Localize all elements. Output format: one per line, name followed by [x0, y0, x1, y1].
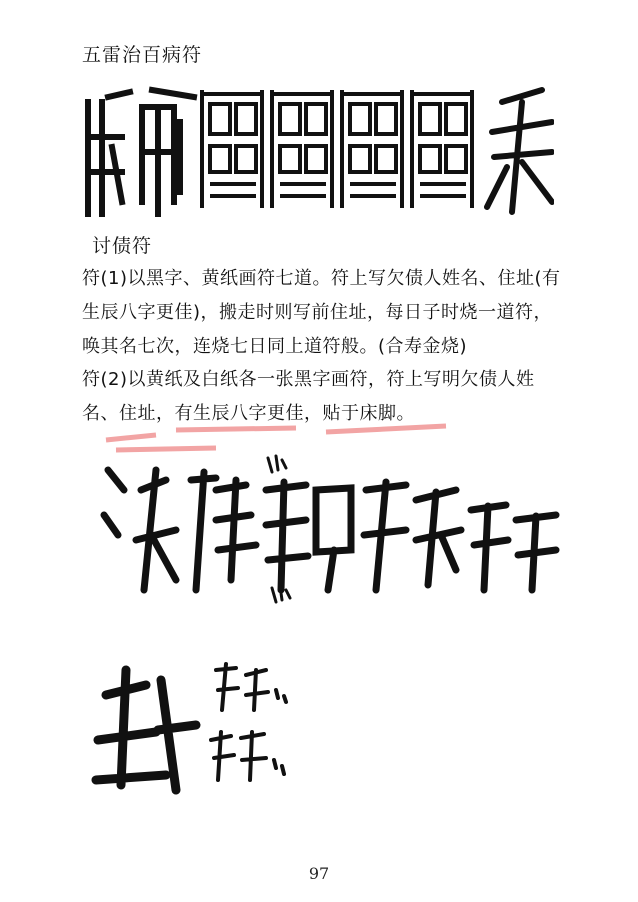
section-title-wulei: 五雷治百病符	[82, 44, 203, 66]
page-number: 97	[308, 864, 330, 883]
instruction-paragraph-1: 符(1)以黑字、黄纸画符七道。符上写欠债人姓名、住址(有生辰八字更佳)，搬走时则写前住址，每日子时烧一道符，唤其名七次，连烧七日同上道符般。(合寿金烧)	[82, 268, 561, 357]
wulei-talisman-image	[82, 82, 554, 222]
section-title-debt: 讨债符	[92, 235, 153, 257]
debt-talisman-1-image	[96, 420, 566, 630]
debt-talisman-2-image	[86, 640, 316, 800]
instruction-paragraph-2: 符(2)以黄纸及白纸各一张黑字画符，符上写明欠债人姓名、住址，有生辰八字更佳，贴于床脚。	[82, 369, 535, 424]
